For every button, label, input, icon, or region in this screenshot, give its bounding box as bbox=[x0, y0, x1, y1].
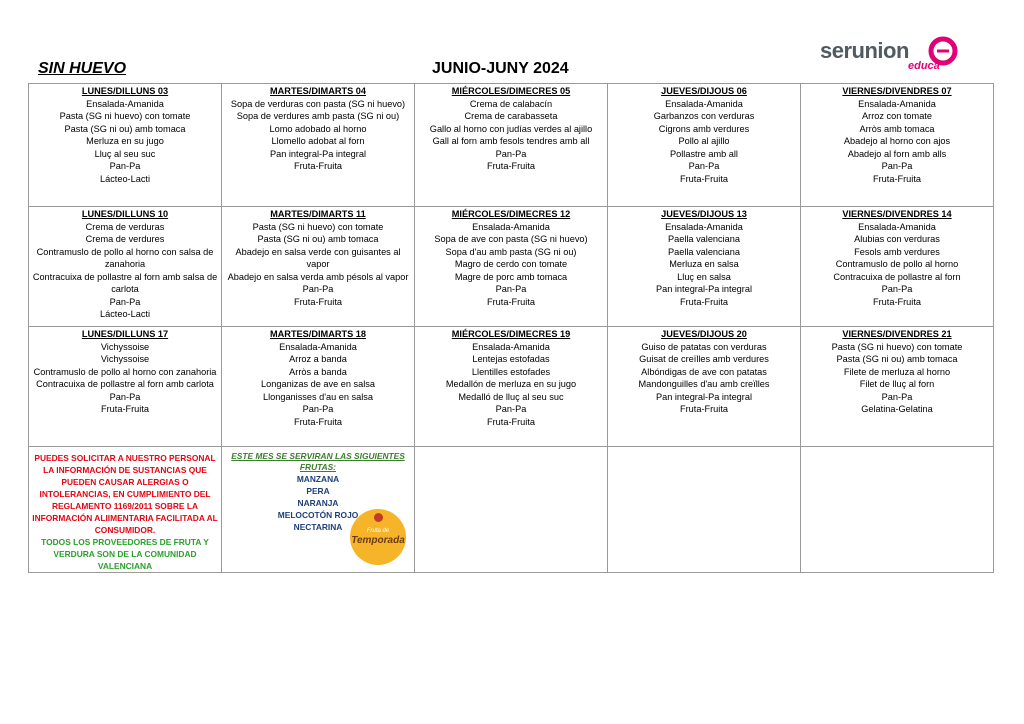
menu-grid bbox=[28, 83, 994, 573]
dish: Ensalada-Amanida bbox=[279, 341, 357, 352]
dish: Fruta-Fruita bbox=[294, 416, 342, 427]
day-heading: LUNES/DILLUNS 17 bbox=[81, 329, 169, 339]
dish: Fruta-Fruita bbox=[487, 161, 535, 171]
allergen-notice: PUEDES SOLICITAR A NUESTRO PERSONAL LA INFORMACIÓN DE SUSTANCIAS QUE PUEDEN CAUSAR ALERGIAS O INTOLERANCIAS, EN CUMPLIMIENTO DEL REGLAMENTO 1169/2011 SOBRE LA INFORMACIÓN ALIIMENTARIA FACILITADA AL CONSUMIDOR. bbox=[32, 453, 218, 535]
day-heading: JUEVES/DIJOUS 13 bbox=[661, 209, 747, 219]
dish: Abadejo en salsa verda amb pésols al vapor bbox=[227, 271, 409, 282]
dish: Ensalada-Amanida bbox=[472, 341, 550, 352]
dish: Crema de calabacín bbox=[469, 98, 553, 109]
day-cell bbox=[415, 207, 608, 327]
dish: Arroz con tomate bbox=[862, 111, 932, 121]
dish: Contramuslo de pollo al horno con salsa de zanahoria bbox=[36, 246, 214, 269]
fruit-item: NECTARINA bbox=[293, 522, 343, 532]
dish: Pan integral-Pa integral bbox=[269, 148, 367, 159]
dish: Paella valenciana bbox=[667, 234, 741, 244]
dish: Fesols amb verdures bbox=[854, 246, 940, 257]
fruta-temporada-badge-icon bbox=[350, 509, 406, 565]
dish: Vichyssoise bbox=[100, 354, 150, 364]
logo-mark-icon bbox=[928, 36, 958, 66]
day-heading: JUEVES/DIJOUS 06 bbox=[661, 86, 747, 96]
dish: Pasta (SG ni huevo) con tomate bbox=[831, 341, 963, 352]
dish: Pan-Pa bbox=[881, 284, 913, 294]
serunion-logo bbox=[820, 36, 960, 72]
dish: Alubias con verduras bbox=[854, 234, 940, 244]
dish: Pan-Pa bbox=[881, 391, 913, 402]
dish: Guiso de patatas con verduras bbox=[641, 341, 767, 352]
day-cell bbox=[608, 327, 801, 447]
dish: Llomello adobat al forn bbox=[271, 136, 365, 146]
dish: Pan-Pa bbox=[495, 148, 527, 159]
dish: Contracuixa de pollastre al forn amb salsa de carlota bbox=[32, 271, 218, 294]
badge-line2: Temporada bbox=[351, 535, 405, 546]
fruit-item: NARANJA bbox=[297, 498, 339, 508]
empty-cell bbox=[415, 447, 608, 573]
day-heading: VIERNES/DIVENDRES 07 bbox=[842, 86, 952, 96]
dish: Arròs amb tomaca bbox=[859, 123, 935, 134]
dish: Pan-Pa bbox=[495, 284, 527, 294]
dish: Lentejas estofadas bbox=[472, 354, 550, 364]
day-heading: LUNES/DILLUNS 03 bbox=[81, 86, 169, 96]
dish: Llonganisses d'au en salsa bbox=[262, 391, 374, 402]
dish: Contramuslo de pollo al horno con zanahoria bbox=[33, 366, 217, 377]
day-cell bbox=[222, 327, 415, 447]
day-cell bbox=[415, 84, 608, 207]
dish: Gallo al horno con judías verdes al ajillo bbox=[429, 123, 593, 134]
dish: Pasta (SG ni huevo) con tomate bbox=[252, 221, 384, 232]
dish: Albóndigas de ave con patatas bbox=[641, 366, 767, 377]
dish: Vichyssoise bbox=[100, 341, 150, 352]
day-cell bbox=[222, 207, 415, 327]
dish: Sopa de ave con pasta (SG ni huevo) bbox=[434, 234, 588, 244]
day-cell bbox=[29, 327, 222, 447]
day-cell bbox=[801, 84, 994, 207]
dish: Ensalada-Amanida bbox=[665, 221, 743, 232]
seasonal-fruit-cell bbox=[222, 447, 415, 573]
dish: Merluza en salsa bbox=[669, 259, 739, 269]
week-row bbox=[29, 84, 994, 207]
dish: Abadejo al forn amb alls bbox=[847, 148, 947, 159]
dish: Pan integral-Pa integral bbox=[655, 284, 753, 294]
dish: Crema de carabasseta bbox=[464, 111, 558, 121]
day-heading: MIÉRCOLES/DIMECRES 05 bbox=[451, 86, 571, 96]
dish: Gelatina-Gelatina bbox=[861, 404, 933, 414]
dish: Fruta-Fruita bbox=[487, 296, 535, 307]
dish: Contracuixa de pollastre al forn bbox=[833, 271, 961, 282]
dish: Contracuixa de pollastre al forn amb carlota bbox=[36, 379, 214, 389]
day-heading: MARTES/DIMARTS 04 bbox=[270, 86, 366, 96]
day-cell bbox=[801, 207, 994, 327]
dish: Pan-Pa bbox=[881, 161, 913, 171]
dish: Llentilles estofades bbox=[471, 366, 551, 377]
dish: Abadejo en salsa verde con guisantes al vapor bbox=[235, 246, 401, 269]
day-cell bbox=[801, 327, 994, 447]
dish: Sopa d'au amb pasta (SG ni ou) bbox=[445, 246, 577, 257]
dish: Medallón de merluza en su jugo bbox=[445, 379, 577, 389]
week-row bbox=[29, 327, 994, 447]
page-title-month: JUNIO-JUNY 2024 bbox=[432, 60, 569, 77]
info-row bbox=[29, 447, 994, 573]
day-cell bbox=[608, 207, 801, 327]
allergen-notice-cell bbox=[29, 447, 222, 573]
dish: Pan-Pa bbox=[688, 161, 720, 171]
fruit-dot-icon bbox=[374, 513, 383, 522]
dish: Lácteo-Lacti bbox=[99, 173, 151, 184]
logo-wordmark: serunion bbox=[820, 38, 909, 63]
dish: Pan-Pa bbox=[495, 404, 527, 414]
day-cell bbox=[29, 207, 222, 327]
dish: Fruta-Fruita bbox=[680, 173, 728, 184]
fruit-title: ESTE MES SE SERVIRAN LAS SIGUIENTES FRUTAS: bbox=[231, 451, 405, 472]
dish: Fruta-Fruita bbox=[487, 416, 535, 427]
dish: Guisat de creïlles amb verdures bbox=[639, 354, 769, 364]
local-supplier-notice: TODOS LOS PROVEEDORES DE FRUTA Y VERDURA SON DE LA COMUNIDAD VALENCIANA bbox=[41, 537, 209, 571]
empty-cell bbox=[801, 447, 994, 573]
dish: Lluç en salsa bbox=[677, 271, 731, 282]
day-cell bbox=[415, 327, 608, 447]
dish: Pasta (SG ni ou) amb tomaca bbox=[257, 234, 379, 244]
day-heading: MIÉRCOLES/DIMECRES 12 bbox=[451, 209, 571, 219]
dish: Fruta-Fruita bbox=[680, 296, 728, 307]
dish: Fruta-Fruita bbox=[101, 404, 149, 414]
dish: Paella valenciana bbox=[667, 246, 741, 257]
fruit-item: MELOCOTÓN ROJO bbox=[277, 510, 359, 520]
day-heading: JUEVES/DIJOUS 20 bbox=[661, 329, 747, 339]
dish: Pan-Pa bbox=[302, 404, 334, 414]
dish: Medalló de lluç al seu suc bbox=[458, 391, 564, 402]
dish: Sopa de verduras con pasta (SG ni huevo) bbox=[230, 98, 406, 109]
badge-line1: Fruta de bbox=[366, 528, 390, 534]
dish: Fruta-Fruita bbox=[680, 404, 728, 414]
dish: Lluç al seu suc bbox=[94, 148, 156, 159]
day-cell bbox=[222, 84, 415, 207]
dish: Ensalada-Amanida bbox=[665, 98, 743, 109]
dish: Fruta-Fruita bbox=[294, 161, 342, 171]
dish: Pan integral-Pa integral bbox=[655, 391, 753, 402]
dish: Garbanzos con verduras bbox=[653, 111, 755, 121]
dish: Arròs a banda bbox=[289, 366, 347, 377]
dish: Sopa de verdures amb pasta (SG ni ou) bbox=[236, 111, 400, 121]
day-heading: MIÉRCOLES/DIMECRES 19 bbox=[451, 329, 571, 339]
dish: Ensalada-Amanida bbox=[86, 98, 164, 109]
dish: Contramuslo de pollo al horno bbox=[835, 259, 959, 269]
page-title-diet: SIN HUEVO bbox=[38, 60, 127, 77]
dish: Longanizas de ave en salsa bbox=[261, 379, 375, 389]
fruit-item: MANZANA bbox=[296, 474, 340, 484]
dish: Pan-Pa bbox=[109, 296, 141, 307]
dish: Ensalada-Amanida bbox=[858, 221, 936, 232]
dish: Fruta-Fruita bbox=[873, 173, 921, 184]
day-heading: MARTES/DIMARTS 18 bbox=[270, 329, 366, 339]
dish: Lomo adobado al horno bbox=[269, 123, 367, 134]
dish: Crema de verdures bbox=[85, 234, 165, 244]
dish: Ensalada-Amanida bbox=[472, 221, 550, 232]
dish: Gall al forn amb fesols tendres amb all bbox=[432, 136, 590, 146]
dish: Pasta (SG ni ou) amb tomaca bbox=[836, 354, 958, 364]
dish: Crema de verduras bbox=[85, 221, 165, 232]
dish: Mandonguilles d'au amb creïlles bbox=[638, 379, 770, 389]
day-heading: VIERNES/DIVENDRES 14 bbox=[842, 209, 952, 219]
dish: Fruta-Fruita bbox=[294, 296, 342, 307]
dish: Lácteo-Lacti bbox=[99, 309, 151, 319]
week-row bbox=[29, 207, 994, 327]
dish: Magre de porc amb tomaca bbox=[454, 271, 568, 282]
day-heading: LUNES/DILLUNS 10 bbox=[81, 209, 169, 219]
dish: Pan-Pa bbox=[109, 391, 141, 402]
dish: Ensalada-Amanida bbox=[858, 98, 936, 109]
dish: Pollastre amb all bbox=[670, 148, 738, 159]
dish: Filete de merluza al horno bbox=[843, 366, 951, 377]
dish: Pasta (SG ni huevo) con tomate bbox=[59, 111, 191, 121]
day-cell bbox=[608, 84, 801, 207]
dish: Pasta (SG ni ou) amb tomaca bbox=[64, 123, 186, 134]
dish: Filet de lluç al forn bbox=[859, 379, 935, 389]
empty-cell bbox=[608, 447, 801, 573]
logo-subtitle: educa bbox=[908, 60, 940, 72]
dish: Fruta-Fruita bbox=[873, 296, 921, 307]
dish: Arroz a banda bbox=[289, 354, 347, 364]
dish: Pollo al ajillo bbox=[678, 136, 730, 146]
dish: Cigrons amb verdures bbox=[658, 123, 750, 134]
day-heading: MARTES/DIMARTS 11 bbox=[270, 209, 366, 219]
day-heading: VIERNES/DIVENDRES 21 bbox=[842, 329, 952, 339]
dish: Abadejo al horno con ajos bbox=[843, 136, 951, 146]
dish: Magro de cerdo con tomate bbox=[454, 259, 568, 269]
fruit-item: PERA bbox=[306, 486, 330, 496]
dish: Pan-Pa bbox=[109, 161, 141, 171]
dish: Merluza en su jugo bbox=[86, 136, 164, 146]
day-cell bbox=[29, 84, 222, 207]
dish: Pan-Pa bbox=[302, 284, 334, 294]
